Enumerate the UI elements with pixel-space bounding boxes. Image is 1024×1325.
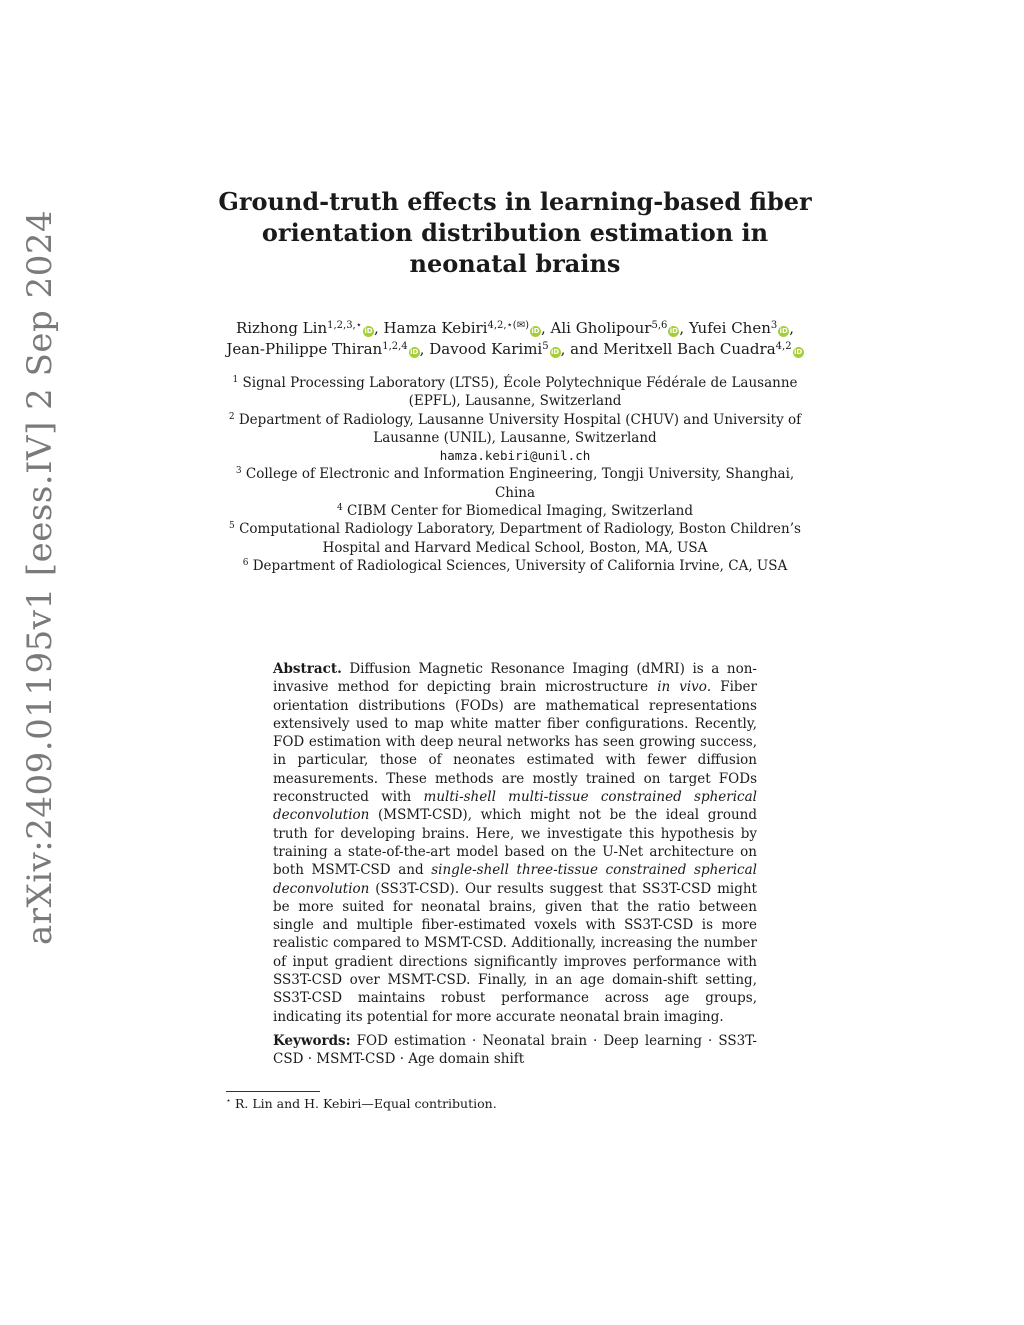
abstract-text: (SS3T-CSD). Our results suggest that SS3T-CSD might be more suited for neonatal brains, given that the ratio between single and multiple fiber-estimated voxels with SS3T-CSD is more realistic compared to MSMT-CSD. Additionally, increasing the number of input gradient directions significantly improves performance with SS3T-CSD over MSMT-CSD. Finally, in an age domain-shift setting, SS3T-CSD maintains robust performance across age groups, indicating its potential for more accurate neonatal brain imaging.	[273, 880, 757, 1025]
author-name: Davood Karimi	[429, 340, 543, 358]
author-name: Ali Gholipour	[550, 319, 652, 337]
author-name: Rizhong Lin	[235, 319, 328, 337]
affiliation-list	[220, 374, 810, 575]
affiliation-number: 1	[232, 375, 239, 385]
affiliation-item	[220, 374, 810, 411]
abstract-label: Abstract.	[273, 661, 342, 677]
author-name: Meritxell Bach Cuadra	[603, 340, 776, 358]
author-sup: 5,6	[651, 320, 668, 331]
abstract-emphasis: multi-shell multi-tissue constrained spherical deconvolution	[273, 789, 757, 824]
author-sup: 4,2	[775, 341, 792, 352]
footnote-divider	[226, 1091, 320, 1092]
affiliation-text: Department of Radiology, Lausanne University Hospital (CHUV) and University of Lausanne (UNIL), Lausanne, Switzerland	[238, 411, 802, 446]
orcid-icon[interactable]: iD	[793, 348, 803, 356]
orcid-icon[interactable]: iD	[669, 327, 678, 335]
affiliation-item	[220, 411, 810, 448]
orcid-icon[interactable]: iD	[551, 348, 560, 356]
affiliation-text: CIBM Center for Biomedical Imaging, Switzerland	[347, 503, 693, 520]
affiliation-number: 6	[242, 557, 249, 568]
affiliation-number: 4	[337, 503, 343, 514]
affiliation-item	[220, 557, 810, 575]
affiliation-text: Signal Processing Laboratory (LTS5), École Polytechnique Fédérale de Lausanne (EPFL), Lausanne, Switzerland	[242, 375, 798, 410]
affiliation-text: Department of Radiological Sciences, University of California Irvine, CA, USA	[252, 557, 788, 574]
keywords	[273, 1032, 757, 1069]
author-sup: 1,2,3,⋆	[327, 320, 362, 331]
abstract-emphasis: single-shell three-tissue constrained spherical deconvolution	[273, 862, 757, 897]
affiliation-item	[220, 502, 810, 520]
affiliation-text: Computational Radiology Laboratory, Department of Radiology, Boston Children’s Hospital and Harvard Medical School, Boston, MA, USA	[239, 521, 801, 556]
orcid-icon[interactable]: iD	[779, 327, 788, 335]
abstract	[273, 660, 757, 1026]
author-name: Hamza Kebiri	[383, 319, 488, 337]
footnote-text: R. Lin and H. Kebiri—Equal contribution.	[235, 1096, 497, 1111]
keywords-text: FOD estimation · Neonatal brain · Deep learning · SS3T-CSD · MSMT-CSD · Age domain shift	[273, 1033, 757, 1068]
author-name: Jean-Philippe Thiran	[226, 340, 383, 358]
affiliation-item	[220, 465, 810, 502]
affiliation-number: 3	[235, 466, 242, 477]
author-sup: 1,2,4	[382, 341, 408, 352]
arxiv-identifier-stamp: arXiv:2409.01195v1 [eess.IV] 2 Sep 2024	[20, 209, 60, 945]
affiliation-text: College of Electronic and Information Engineering, Tongji University, Shanghai, China	[245, 466, 795, 501]
author-sup: 3	[770, 320, 778, 331]
abstract-text: . Fiber orientation distributions (FODs) are mathematical representations extensively used to map white matter fiber configurations. Recently, FOD estimation with deep neural networks has seen growing success, in particular, those of neonates estimated with fewer diffusion measurements. These methods are mostly trained on target FODs reconstructed with	[273, 679, 757, 806]
abstract-text: Diffusion Magnetic Resonance Imaging (dMRI) is a non-invasive method for depicting brain microstructure	[273, 661, 757, 696]
affiliation-number: 5	[229, 521, 235, 532]
contact-email[interactable]: hamza.kebiri@unil.ch	[439, 448, 591, 464]
author-list: Rizhong Lin$^{1,2,3,⋆}$ iD, Hamza Kebiri$^{4,2,⋆(✉)}$ iD, Ali Gholipour$^{5,6}$ iD, Yufei Chen$^3$ iD, Jean-Philippe Thiran$^{1,2,4}$ iD, Davood Karimi$^5$ iD, and Meritxell Bach Cuadra$^{4,2}$ iD	[226, 319, 803, 358]
paper-title: Ground-truth effects in learning-based fiber orientation distribution estimation in neonatal brains	[218, 187, 812, 278]
orcid-icon[interactable]: iD	[364, 327, 373, 335]
orcid-icon[interactable]: iD	[410, 348, 419, 356]
abstract-emphasis: in vivo	[657, 679, 707, 696]
abstract-text: (MSMT-CSD), which might not be the ideal ground truth for developing brains. Here, we investigate this hypothesis by training a state-of-the-art model based on the U-Net architecture on both MSMT-CSD and	[273, 807, 757, 879]
author-name: Yufei Chen	[688, 319, 771, 337]
author-sup: 5	[542, 341, 549, 352]
footnote	[226, 1096, 826, 1112]
affiliation-item	[220, 520, 810, 557]
keywords-label: Keywords:	[273, 1033, 351, 1049]
footnote-mark: ⋆	[226, 1096, 232, 1105]
author-sup: 4,2,⋆(✉)	[487, 320, 529, 331]
affiliation-number: 2	[228, 411, 235, 422]
orcid-icon[interactable]: iD	[531, 327, 540, 335]
